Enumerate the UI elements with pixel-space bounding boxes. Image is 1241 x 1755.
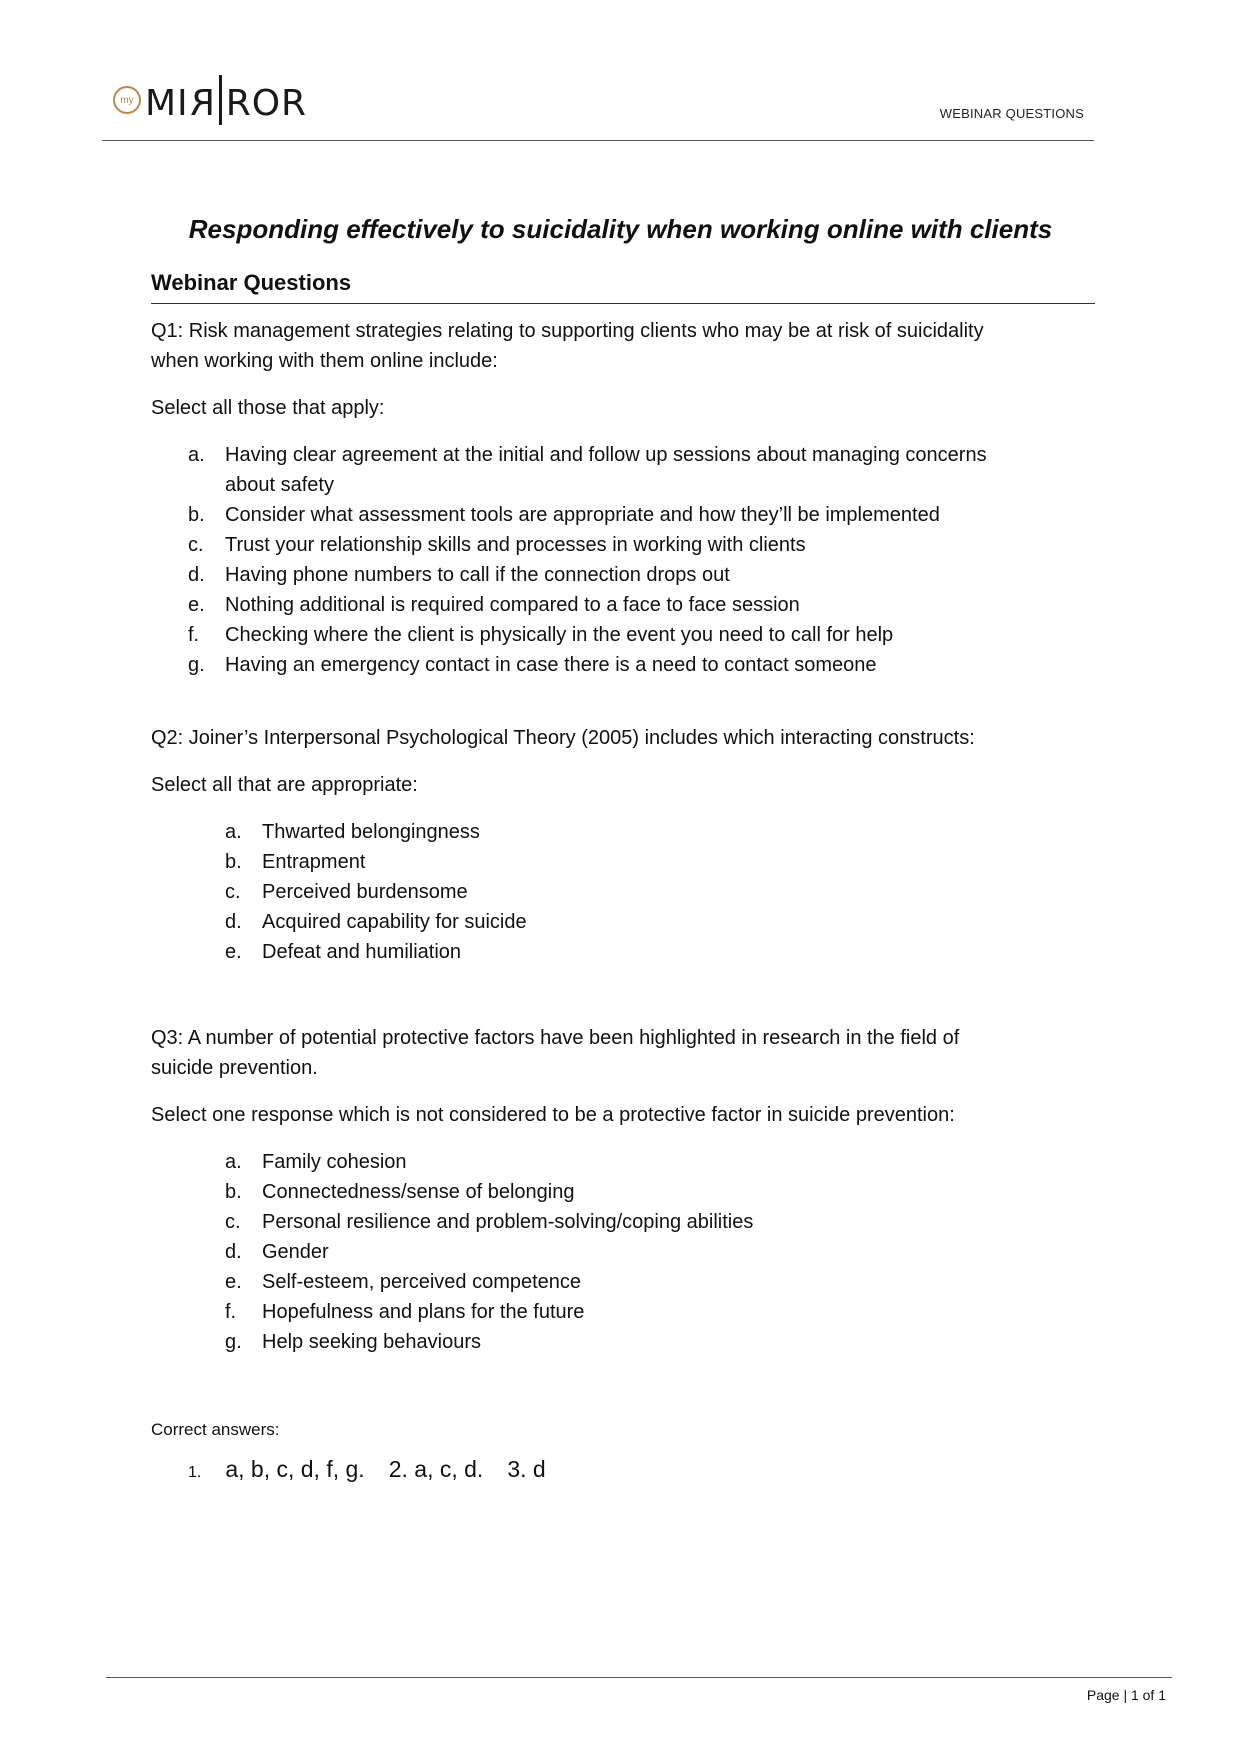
q1-prompt — [151, 316, 984, 376]
option-text: Thwarted belongingness — [262, 821, 480, 843]
option-text-line1: Having clear agreement at the initial and follow up sessions about managing concerns — [225, 444, 987, 466]
option-marker: g. — [225, 1331, 242, 1353]
option-marker: a. — [188, 444, 205, 466]
logo-text-a: MI — [145, 83, 189, 124]
list-item — [225, 1267, 753, 1297]
option-marker: e. — [225, 1271, 242, 1293]
q3-instruction: Select one response which is not considered to be a protective factor in suicide prevention: — [151, 1104, 955, 1126]
list-item — [225, 877, 527, 907]
list-item — [225, 1327, 753, 1357]
logo-divider — [219, 75, 222, 125]
option-text: Gender — [262, 1241, 329, 1263]
header-label: WEBINAR QUESTIONS — [939, 106, 1084, 121]
page-number: Page | 1 of 1 — [1086, 1687, 1166, 1703]
answers-label: Correct answers: — [151, 1420, 280, 1439]
q3-prompt-line1: Q3: A number of potential protective factors have been highlighted in research in the field of — [151, 1027, 960, 1049]
q3-prompt — [151, 1023, 959, 1083]
list-item — [225, 937, 527, 967]
list-item — [188, 650, 987, 680]
list-item — [225, 907, 527, 937]
q2-instruction: Select all that are appropriate: — [151, 774, 418, 796]
answers-line — [188, 1456, 546, 1483]
option-text: Checking where the client is physically in the event you need to call for help — [225, 624, 894, 646]
option-text — [225, 440, 987, 500]
logo-text-c: ROR — [225, 83, 308, 124]
option-text: Nothing additional is required compared to a face to face session — [225, 594, 800, 616]
option-text: Having an emergency contact in case there is a need to contact someone — [225, 654, 877, 676]
option-text: Trust your relationship skills and processes in working with clients — [225, 534, 806, 556]
option-marker: b. — [188, 504, 205, 526]
footer-divider — [106, 1677, 1172, 1678]
option-marker: c. — [188, 534, 204, 556]
list-item — [188, 560, 987, 590]
option-marker: a. — [225, 821, 242, 843]
option-text-line2: about safety — [225, 474, 334, 496]
option-marker: g. — [188, 654, 205, 676]
option-marker: c. — [225, 881, 241, 903]
option-marker: d. — [225, 1241, 242, 1263]
q2-prompt: Q2: Joiner’s Interpersonal Psychological Theory (2005) includes which interacting constructs: — [151, 727, 975, 749]
option-marker: d. — [225, 911, 242, 933]
option-text: Help seeking behaviours — [262, 1331, 482, 1353]
q1-prompt-line1: Q1: Risk management strategies relating to supporting clients who may be at risk of suicidality — [151, 320, 984, 342]
q1-instruction: Select all those that apply: — [151, 397, 385, 419]
list-item — [225, 1147, 753, 1177]
option-marker: f. — [225, 1301, 237, 1323]
option-text: Entrapment — [262, 851, 366, 873]
logo — [113, 70, 307, 130]
header-divider — [102, 140, 1094, 141]
list-item — [225, 1207, 753, 1237]
option-marker: a. — [225, 1151, 242, 1173]
option-text: Perceived burdensome — [262, 881, 468, 903]
list-item — [225, 817, 527, 847]
option-marker: b. — [225, 1181, 242, 1203]
option-text: Defeat and humiliation — [262, 941, 462, 963]
document-title: Responding effectively to suicidality when working online with clients — [188, 214, 1053, 244]
option-text: Self-esteem, perceived competence — [262, 1271, 582, 1293]
answer-3: 3. d — [507, 1456, 546, 1482]
option-marker: c. — [225, 1211, 241, 1233]
list-item — [188, 590, 987, 620]
list-item — [225, 847, 527, 877]
option-text: Having phone numbers to call if the connection drops out — [225, 564, 730, 586]
list-item — [188, 500, 987, 530]
option-marker: b. — [225, 851, 242, 873]
q1-prompt-line2: when working with them online include: — [151, 350, 498, 372]
option-marker: d. — [188, 564, 205, 586]
list-item — [225, 1177, 753, 1207]
list-item — [188, 620, 987, 650]
q1-options — [188, 440, 987, 680]
option-text: Acquired capability for suicide — [262, 911, 527, 933]
answer-2: 2. a, c, d. — [388, 1456, 484, 1482]
option-text: Family cohesion — [262, 1151, 407, 1173]
option-text: Consider what assessment tools are appropriate and how they’ll be implemented — [225, 504, 940, 526]
list-item — [188, 530, 987, 560]
answers-number: 1. — [188, 1464, 202, 1481]
list-item — [225, 1237, 753, 1267]
option-text: Personal resilience and problem-solving/coping abilities — [262, 1211, 754, 1233]
q3-prompt-line2: suicide prevention. — [151, 1057, 318, 1079]
option-marker: e. — [188, 594, 205, 616]
section-divider — [151, 303, 1095, 304]
option-marker: e. — [225, 941, 242, 963]
option-marker: f. — [188, 624, 200, 646]
list-item — [225, 1297, 753, 1327]
logo-my-badge: my — [113, 86, 141, 114]
section-heading: Webinar Questions — [151, 270, 352, 295]
answer-1: a, b, c, d, f, g. — [225, 1456, 365, 1482]
list-item — [188, 440, 987, 500]
option-text: Hopefulness and plans for the future — [262, 1301, 585, 1323]
q2-options — [225, 817, 527, 967]
q3-options — [225, 1147, 753, 1357]
logo-text-b: R — [188, 83, 215, 124]
option-text: Connectedness/sense of belonging — [262, 1181, 575, 1203]
logo-wordmark — [145, 75, 307, 125]
